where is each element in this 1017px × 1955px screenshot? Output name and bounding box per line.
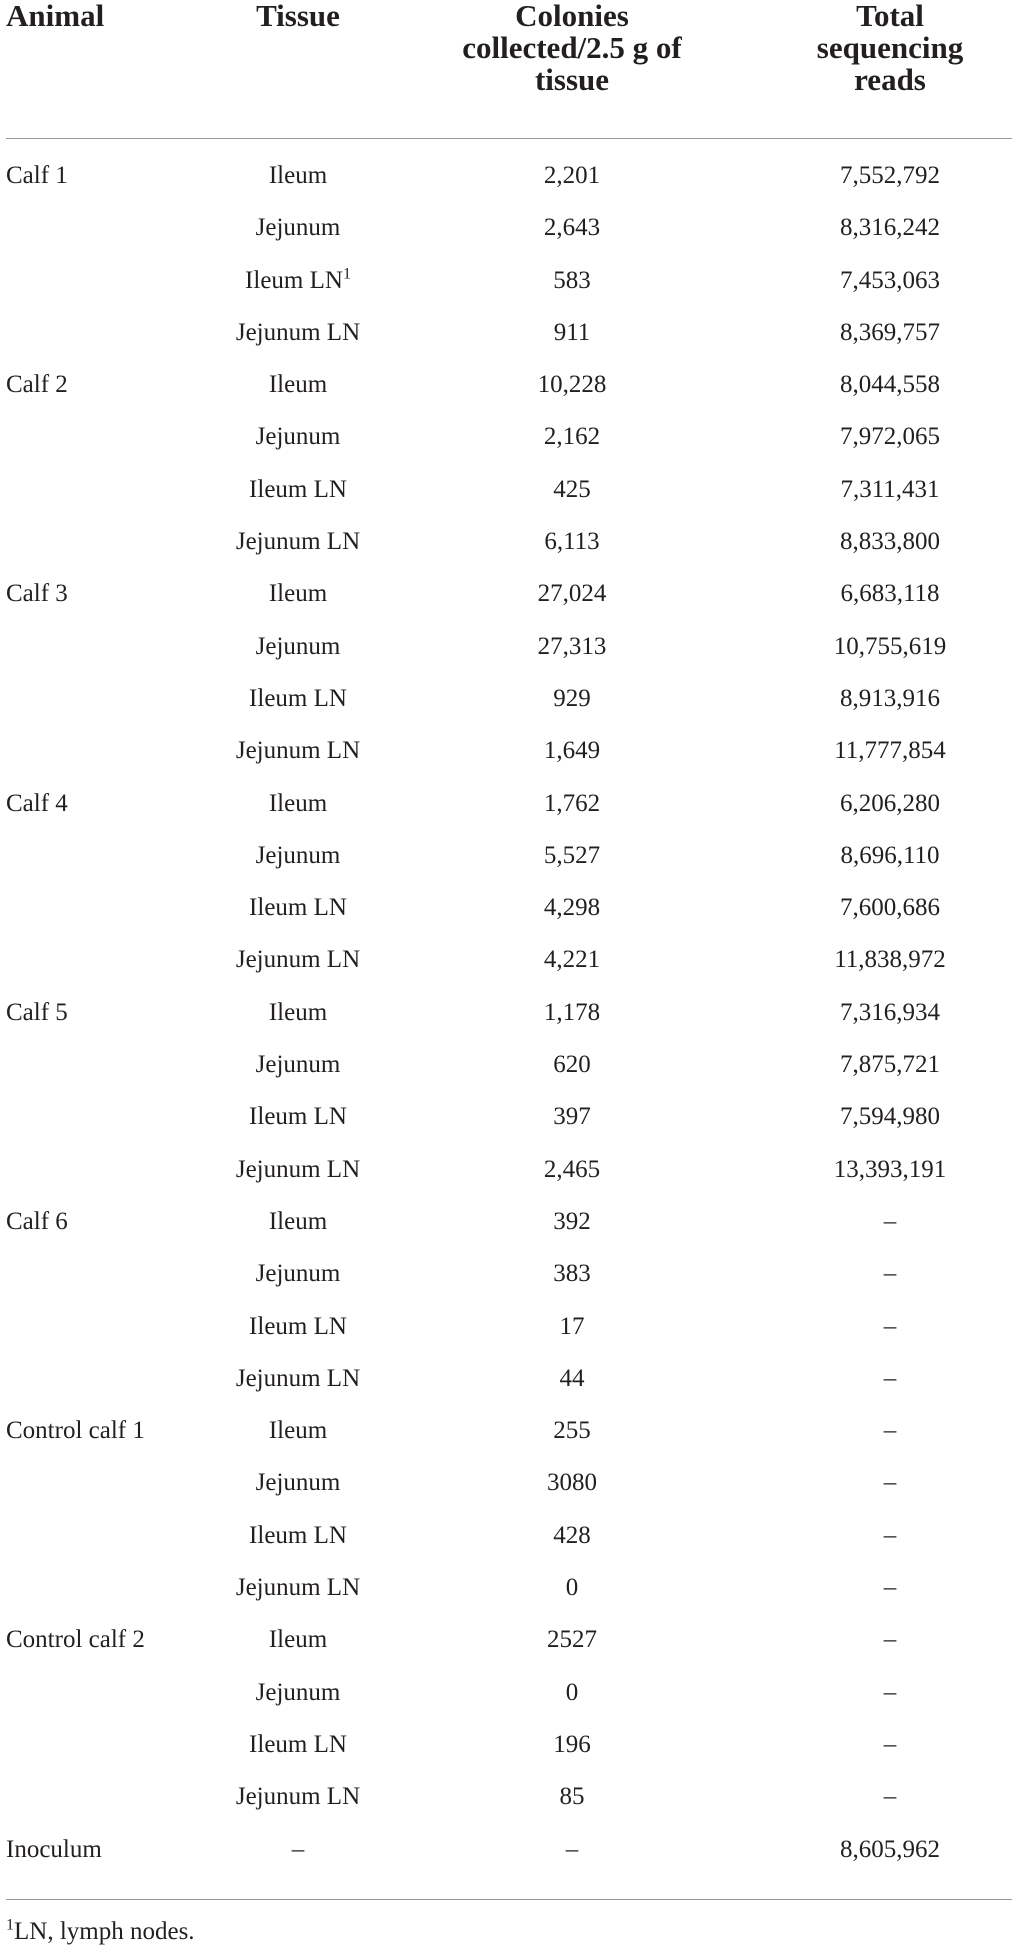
- cell-colonies-text: 1,649: [543, 737, 601, 765]
- cell-total-reads-text: 11,838,972: [834, 946, 946, 974]
- header-colonies-line: collected/2.5 g of: [462, 30, 682, 65]
- cell-colonies: [412, 1468, 732, 1498]
- cell-colonies-text: 2,465: [543, 1155, 601, 1183]
- cell-colonies: [412, 1782, 732, 1812]
- cell-tissue: [198, 318, 398, 348]
- cell-colonies: [412, 1102, 732, 1132]
- cell-tissue: [198, 893, 398, 923]
- cell-tissue-text: Ileum: [268, 1417, 328, 1445]
- cell-tissue-text: Jejunum: [255, 841, 341, 869]
- cell-tissue-text: Jejunum: [255, 1469, 341, 1497]
- cell-total-reads: [760, 1573, 1017, 1603]
- cell-tissue: [198, 370, 398, 400]
- cell-colonies: [412, 1364, 732, 1394]
- cell-tissue: [198, 1835, 398, 1865]
- table-row: [0, 841, 1017, 893]
- table-row: [0, 1364, 1017, 1416]
- cell-tissue-text: Jejunum: [255, 632, 341, 660]
- cell-tissue: [198, 632, 398, 662]
- cell-total-reads: [760, 945, 1017, 975]
- cell-total-reads-text: 6,683,118: [840, 580, 940, 608]
- cell-colonies-text: 6,113: [544, 528, 600, 556]
- table-row: [0, 1782, 1017, 1834]
- cell-tissue: [198, 1207, 398, 1237]
- cell-total-reads-text: 7,594,980: [840, 1103, 940, 1131]
- cell-colonies: [412, 1416, 732, 1446]
- cell-colonies: [412, 161, 732, 191]
- header-reads-line: sequencing: [816, 30, 964, 65]
- header-reads-line: reads: [854, 62, 926, 97]
- cell-total-reads-text: 8,369,757: [840, 318, 940, 346]
- cell-tissue-text: Ileum: [268, 162, 328, 189]
- cell-colonies-text: 2,643: [543, 214, 601, 242]
- table-row: [0, 579, 1017, 631]
- cell-total-reads: [760, 213, 1017, 243]
- cell-tissue-text: Ileum: [268, 580, 328, 608]
- cell-colonies-text: 2,201: [543, 162, 601, 189]
- table-row: [0, 161, 1017, 213]
- cell-total-reads-text: –: [883, 1730, 897, 1758]
- table-row: [0, 684, 1017, 736]
- cell-animal-text: Inoculum: [6, 1835, 102, 1863]
- table-row: [0, 527, 1017, 579]
- cell-tissue: [198, 213, 398, 243]
- table-row: [0, 1050, 1017, 1102]
- cell-total-reads: [760, 1102, 1017, 1132]
- cell-animal-text: Calf 1: [6, 162, 68, 189]
- cell-tissue-text: Jejunum LN: [235, 318, 361, 346]
- cell-colonies: [412, 266, 732, 296]
- cell-colonies-text: 3080: [547, 1469, 597, 1497]
- cell-colonies: [412, 422, 732, 452]
- cell-total-reads: [760, 998, 1017, 1028]
- cell-total-reads-text: 13,393,191: [833, 1155, 947, 1183]
- table-row: [0, 1835, 1017, 1887]
- cell-tissue: [198, 1625, 398, 1655]
- header-reads-line: Total: [856, 0, 924, 33]
- cell-total-reads-text: –: [883, 1260, 897, 1288]
- cell-tissue-text: Jejunum: [255, 1260, 341, 1288]
- cell-total-reads-text: –: [883, 1678, 897, 1706]
- cell-total-reads-text: 7,600,686: [840, 894, 940, 922]
- cell-total-reads: [760, 370, 1017, 400]
- cell-colonies-text: 397: [553, 1103, 591, 1131]
- cell-tissue: [198, 789, 398, 819]
- table-row: [0, 736, 1017, 788]
- table-body: [0, 161, 1017, 1887]
- cell-colonies: [412, 736, 732, 766]
- cell-tissue-text: Jejunum LN: [235, 737, 361, 765]
- cell-animal-text: Calf 4: [6, 789, 68, 817]
- cell-tissue-text: Jejunum LN: [235, 528, 361, 556]
- cell-tissue: [198, 1259, 398, 1289]
- cell-tissue-text: Jejunum LN: [235, 1783, 361, 1811]
- cell-tissue: [198, 736, 398, 766]
- cell-total-reads-text: 10,755,619: [833, 632, 947, 660]
- cell-colonies: [412, 1625, 732, 1655]
- cell-colonies-text: 911: [553, 318, 591, 346]
- cell-tissue-text: Ileum LN: [249, 894, 347, 922]
- cell-tissue-text: Ileum LN: [249, 475, 347, 503]
- cell-animal-text: Calf 2: [6, 371, 68, 399]
- cell-tissue-text: Ileum: [268, 1207, 328, 1235]
- cell-tissue: [198, 1678, 398, 1708]
- cell-colonies-text: 929: [553, 684, 591, 712]
- cell-tissue-text: Ileum: [268, 1626, 328, 1654]
- cell-tissue-text: Jejunum LN: [235, 1364, 361, 1392]
- cell-total-reads: [760, 1521, 1017, 1551]
- cell-total-reads: [760, 736, 1017, 766]
- cell-total-reads: [760, 1782, 1017, 1812]
- table-row: [0, 1468, 1017, 1520]
- cell-colonies: [412, 213, 732, 243]
- cell-total-reads: [760, 266, 1017, 296]
- cell-tissue-text: Jejunum LN: [235, 1574, 361, 1602]
- table-row: [0, 1521, 1017, 1573]
- cell-colonies: [412, 1207, 732, 1237]
- cell-tissue: [198, 1730, 398, 1760]
- cell-tissue: [198, 475, 398, 505]
- cell-animal: [6, 998, 226, 1028]
- cell-total-reads-text: 8,833,800: [840, 528, 940, 556]
- table-row: [0, 1155, 1017, 1207]
- cell-total-reads-text: –: [883, 1417, 897, 1445]
- cell-tissue: [198, 945, 398, 975]
- cell-colonies: [412, 1259, 732, 1289]
- cell-colonies-text: 10,228: [537, 371, 607, 399]
- cell-colonies: [412, 789, 732, 819]
- cell-colonies: [412, 1155, 732, 1185]
- cell-total-reads: [760, 1468, 1017, 1498]
- table-row: [0, 213, 1017, 265]
- cell-tissue-text: Jejunum: [255, 214, 341, 242]
- cell-total-reads: [760, 1207, 1017, 1237]
- table-row: [0, 318, 1017, 370]
- cell-animal: [6, 579, 226, 609]
- cell-tissue-text: Jejunum: [255, 423, 341, 451]
- header-colonies: [412, 0, 732, 96]
- cell-total-reads: [760, 684, 1017, 714]
- cell-total-reads-text: 8,044,558: [840, 371, 940, 399]
- cell-total-reads: [760, 1835, 1017, 1865]
- cell-animal-text: Calf 6: [6, 1207, 68, 1235]
- cell-colonies: [412, 1835, 732, 1865]
- cell-colonies-text: 428: [553, 1521, 591, 1549]
- table-row: [0, 475, 1017, 527]
- cell-total-reads: [760, 632, 1017, 662]
- cell-tissue-text: Jejunum LN: [235, 1155, 361, 1183]
- cell-tissue: [198, 161, 398, 191]
- cell-total-reads-text: 7,875,721: [840, 1051, 940, 1079]
- cell-colonies-text: 4,221: [543, 946, 601, 974]
- cell-colonies: [412, 475, 732, 505]
- cell-total-reads-text: 8,913,916: [840, 684, 940, 712]
- cell-colonies: [412, 318, 732, 348]
- cell-total-reads: [760, 422, 1017, 452]
- cell-total-reads-text: 11,777,854: [834, 737, 946, 765]
- cell-animal: [6, 1835, 226, 1865]
- cell-tissue-text: Ileum: [268, 371, 328, 399]
- cell-tissue: [198, 1050, 398, 1080]
- cell-tissue: [198, 684, 398, 714]
- cell-colonies: [412, 1678, 732, 1708]
- footnote: [6, 1917, 195, 1947]
- table-row: [0, 789, 1017, 841]
- cell-colonies: [412, 370, 732, 400]
- cell-tissue: [198, 527, 398, 557]
- cell-tissue: [198, 579, 398, 609]
- footnote-reference: 1: [342, 265, 351, 283]
- cell-colonies: [412, 893, 732, 923]
- cell-tissue: [198, 1468, 398, 1498]
- cell-colonies: [412, 841, 732, 871]
- cell-colonies-text: 620: [553, 1051, 591, 1079]
- header-colonies-line: tissue: [534, 62, 610, 97]
- cell-colonies-text: 583: [553, 266, 591, 294]
- header-colonies-line: Colonies: [515, 0, 629, 33]
- cell-tissue: [198, 1102, 398, 1132]
- table-row: [0, 1102, 1017, 1154]
- cell-colonies-text: 392: [553, 1207, 591, 1235]
- cell-total-reads-text: 8,316,242: [840, 214, 940, 242]
- cell-colonies-text: 255: [553, 1417, 591, 1445]
- cell-total-reads: [760, 1050, 1017, 1080]
- cell-colonies-text: 4,298: [543, 894, 601, 922]
- cell-total-reads: [760, 475, 1017, 505]
- cell-total-reads: [760, 1312, 1017, 1342]
- table-row: [0, 422, 1017, 474]
- cell-animal: [6, 370, 226, 400]
- header-tissue: Tissue: [256, 0, 340, 33]
- table-row: [0, 1312, 1017, 1364]
- cell-colonies: [412, 684, 732, 714]
- table-row: [0, 945, 1017, 997]
- cell-tissue-text: Ileum: [268, 998, 328, 1026]
- table-row: [0, 998, 1017, 1050]
- cell-tissue: [198, 1312, 398, 1342]
- cell-tissue-text: Ileum LN: [249, 1312, 347, 1340]
- cell-total-reads-text: –: [883, 1207, 897, 1235]
- cell-colonies-text: 1,762: [543, 789, 601, 817]
- cell-colonies-text: –: [565, 1835, 579, 1863]
- cell-total-reads: [760, 161, 1017, 191]
- cell-total-reads-text: 7,552,792: [840, 162, 940, 189]
- cell-tissue-text: Ileum LN: [249, 684, 347, 712]
- table-row: [0, 266, 1017, 318]
- footnote-marker: 1: [6, 1916, 14, 1934]
- cell-tissue-text: Ileum LN: [249, 1730, 347, 1758]
- cell-colonies-text: 27,313: [537, 632, 607, 660]
- cell-tissue: [198, 1782, 398, 1812]
- cell-colonies-text: 85: [559, 1783, 585, 1811]
- table-row: [0, 1259, 1017, 1311]
- cell-colonies: [412, 1312, 732, 1342]
- footnote-text: LN, lymph nodes.: [14, 1918, 195, 1945]
- cell-tissue-text: –: [291, 1835, 305, 1863]
- cell-tissue-text: Ileum LN: [249, 1103, 347, 1131]
- cell-total-reads: [760, 579, 1017, 609]
- cell-total-reads: [760, 841, 1017, 871]
- header-animal: Animal: [6, 0, 105, 33]
- cell-total-reads: [760, 527, 1017, 557]
- cell-tissue: [198, 1155, 398, 1185]
- cell-colonies: [412, 1573, 732, 1603]
- cell-total-reads: [760, 318, 1017, 348]
- cell-tissue: [198, 266, 398, 296]
- cell-animal-text: Calf 3: [6, 580, 68, 608]
- cell-animal: [6, 1416, 226, 1446]
- cell-tissue-text: Ileum LN: [245, 266, 343, 294]
- cell-total-reads: [760, 893, 1017, 923]
- cell-tissue-text: Jejunum: [255, 1051, 341, 1079]
- cell-tissue-text: Ileum: [268, 789, 328, 817]
- cell-colonies-text: 196: [553, 1730, 591, 1758]
- cell-colonies-text: 2,162: [543, 423, 601, 451]
- cell-tissue: [198, 998, 398, 1028]
- table-row: [0, 1625, 1017, 1677]
- cell-total-reads-text: 7,972,065: [840, 423, 940, 451]
- cell-tissue-text: Jejunum: [255, 1678, 341, 1706]
- cell-colonies-text: 0: [565, 1574, 579, 1602]
- cell-total-reads-text: –: [883, 1364, 897, 1392]
- cell-animal-text: Control calf 2: [6, 1626, 145, 1654]
- cell-animal-text: Calf 5: [6, 998, 68, 1026]
- header-divider: [6, 138, 1012, 139]
- cell-colonies-text: 27,024: [537, 580, 607, 608]
- cell-tissue: [198, 1521, 398, 1551]
- table-row: [0, 370, 1017, 422]
- cell-colonies-text: 383: [553, 1260, 591, 1288]
- cell-tissue: [198, 1364, 398, 1394]
- cell-total-reads-text: –: [883, 1521, 897, 1549]
- cell-colonies: [412, 1521, 732, 1551]
- table-bottom-divider: [6, 1899, 1012, 1900]
- table-row: [0, 1678, 1017, 1730]
- cell-tissue: [198, 841, 398, 871]
- cell-colonies-text: 5,527: [543, 841, 601, 869]
- cell-total-reads: [760, 1730, 1017, 1760]
- table-row: [0, 1573, 1017, 1625]
- table-row: [0, 1207, 1017, 1259]
- cell-colonies-text: 44: [559, 1364, 585, 1392]
- cell-total-reads-text: 7,453,063: [840, 266, 940, 294]
- cell-colonies: [412, 945, 732, 975]
- cell-colonies: [412, 1050, 732, 1080]
- cell-animal: [6, 1625, 226, 1655]
- table-row: [0, 893, 1017, 945]
- cell-total-reads: [760, 1364, 1017, 1394]
- cell-total-reads-text: 7,311,431: [840, 475, 940, 503]
- cell-tissue: [198, 422, 398, 452]
- cell-total-reads-text: 8,696,110: [840, 841, 940, 869]
- cell-total-reads: [760, 1155, 1017, 1185]
- cell-total-reads-text: 7,316,934: [840, 998, 940, 1026]
- cell-colonies: [412, 998, 732, 1028]
- cell-tissue: [198, 1416, 398, 1446]
- cell-total-reads: [760, 1678, 1017, 1708]
- table-row: [0, 1730, 1017, 1782]
- cell-total-reads-text: –: [883, 1574, 897, 1602]
- cell-colonies-text: 17: [559, 1312, 585, 1340]
- cell-tissue-text: Ileum LN: [249, 1521, 347, 1549]
- cell-animal: [6, 789, 226, 819]
- cell-total-reads-text: –: [883, 1312, 897, 1340]
- cell-colonies: [412, 632, 732, 662]
- cell-colonies: [412, 1730, 732, 1760]
- cell-animal-text: Control calf 1: [6, 1417, 145, 1445]
- cell-total-reads-text: –: [883, 1469, 897, 1497]
- table-row: [0, 1416, 1017, 1468]
- cell-total-reads: [760, 1416, 1017, 1446]
- cell-colonies: [412, 579, 732, 609]
- cell-tissue-text: Jejunum LN: [235, 946, 361, 974]
- cell-total-reads: [760, 789, 1017, 819]
- cell-colonies-text: 1,178: [543, 998, 601, 1026]
- cell-total-reads: [760, 1259, 1017, 1289]
- cell-animal: [6, 161, 226, 191]
- cell-colonies: [412, 527, 732, 557]
- cell-colonies-text: 0: [565, 1678, 579, 1706]
- cell-total-reads: [760, 1625, 1017, 1655]
- cell-colonies-text: 2527: [547, 1626, 597, 1654]
- cell-tissue: [198, 1573, 398, 1603]
- cell-total-reads-text: –: [883, 1626, 897, 1654]
- cell-total-reads-text: 8,605,962: [840, 1835, 940, 1863]
- table-row: [0, 632, 1017, 684]
- cell-colonies-text: 425: [553, 475, 591, 503]
- cell-total-reads-text: –: [883, 1783, 897, 1811]
- header-total-reads: [760, 0, 1017, 96]
- cell-total-reads-text: 6,206,280: [840, 789, 940, 817]
- cell-animal: [6, 1207, 226, 1237]
